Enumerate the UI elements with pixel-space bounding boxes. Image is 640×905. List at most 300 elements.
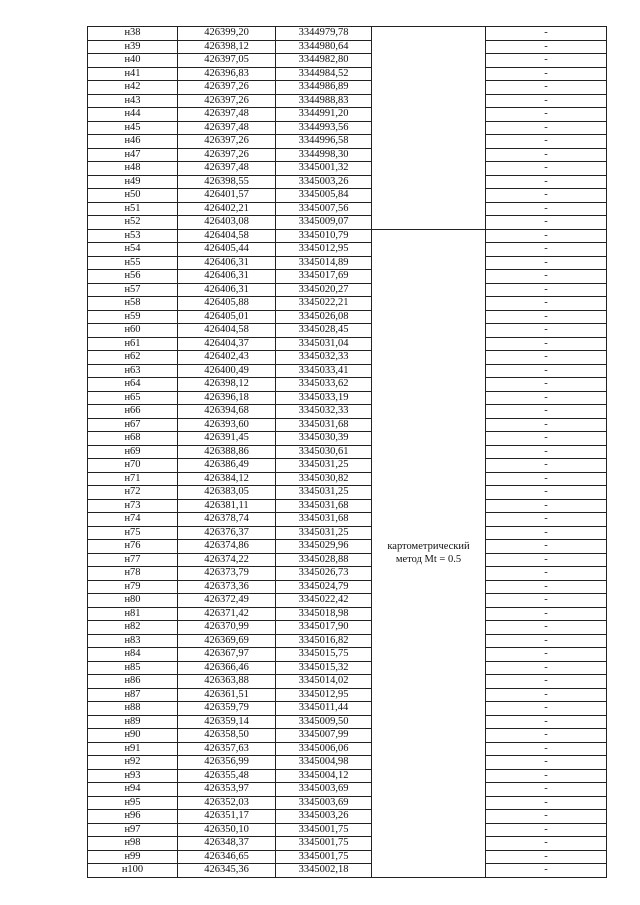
note-cell: - xyxy=(486,540,607,554)
table-row xyxy=(88,189,607,203)
y-coordinate-cell: 3345001,75 xyxy=(276,823,372,837)
table-row xyxy=(88,607,607,621)
table-row xyxy=(88,688,607,702)
y-coordinate-cell: 3345026,73 xyxy=(276,567,372,581)
x-coordinate-cell: 426405,44 xyxy=(178,243,276,257)
x-coordinate-cell: 426366,46 xyxy=(178,661,276,675)
table-row xyxy=(88,337,607,351)
x-coordinate-cell: 426398,55 xyxy=(178,175,276,189)
x-coordinate-cell: 426376,37 xyxy=(178,526,276,540)
table-row xyxy=(88,324,607,338)
table-row xyxy=(88,864,607,878)
point-id-cell: н88 xyxy=(88,702,178,716)
y-coordinate-cell: 3345031,25 xyxy=(276,459,372,473)
point-id-cell: н70 xyxy=(88,459,178,473)
point-id-cell: н58 xyxy=(88,297,178,311)
x-coordinate-cell: 426369,69 xyxy=(178,634,276,648)
table-row xyxy=(88,756,607,770)
note-cell: - xyxy=(486,850,607,864)
x-coordinate-cell: 426370,99 xyxy=(178,621,276,635)
x-coordinate-cell: 426383,05 xyxy=(178,486,276,500)
x-coordinate-cell: 426356,99 xyxy=(178,756,276,770)
y-coordinate-cell: 3345018,98 xyxy=(276,607,372,621)
note-cell: - xyxy=(486,580,607,594)
x-coordinate-cell: 426394,68 xyxy=(178,405,276,419)
note-cell: - xyxy=(486,229,607,243)
y-coordinate-cell: 3345030,61 xyxy=(276,445,372,459)
table-row xyxy=(88,297,607,311)
x-coordinate-cell: 426400,49 xyxy=(178,364,276,378)
point-id-cell: н42 xyxy=(88,81,178,95)
y-coordinate-cell: 3345014,02 xyxy=(276,675,372,689)
note-cell: - xyxy=(486,472,607,486)
table-row xyxy=(88,580,607,594)
table-row xyxy=(88,513,607,527)
table-row xyxy=(88,135,607,149)
note-cell: - xyxy=(486,391,607,405)
point-id-cell: н79 xyxy=(88,580,178,594)
y-coordinate-cell: 3345005,84 xyxy=(276,189,372,203)
point-id-cell: н61 xyxy=(88,337,178,351)
point-id-cell: н53 xyxy=(88,229,178,243)
y-coordinate-cell: 3345030,39 xyxy=(276,432,372,446)
point-id-cell: н89 xyxy=(88,715,178,729)
table-row xyxy=(88,445,607,459)
method-cell xyxy=(372,27,486,230)
x-coordinate-cell: 426397,48 xyxy=(178,121,276,135)
point-id-cell: н59 xyxy=(88,310,178,324)
note-cell: - xyxy=(486,243,607,257)
y-coordinate-cell: 3344991,20 xyxy=(276,108,372,122)
y-coordinate-cell: 3345028,88 xyxy=(276,553,372,567)
point-id-cell: н97 xyxy=(88,823,178,837)
note-cell: - xyxy=(486,864,607,878)
note-cell: - xyxy=(486,648,607,662)
point-id-cell: н48 xyxy=(88,162,178,176)
table-row xyxy=(88,108,607,122)
point-id-cell: н94 xyxy=(88,783,178,797)
table-row xyxy=(88,472,607,486)
table-row xyxy=(88,499,607,513)
note-cell: - xyxy=(486,783,607,797)
point-id-cell: н67 xyxy=(88,418,178,432)
y-coordinate-cell: 3345007,99 xyxy=(276,729,372,743)
table-row xyxy=(88,675,607,689)
x-coordinate-cell: 426357,63 xyxy=(178,742,276,756)
point-id-cell: н91 xyxy=(88,742,178,756)
y-coordinate-cell: 3345031,25 xyxy=(276,486,372,500)
coordinate-table-sheet xyxy=(87,26,607,878)
note-cell: - xyxy=(486,121,607,135)
y-coordinate-cell: 3345031,25 xyxy=(276,526,372,540)
note-cell: - xyxy=(486,135,607,149)
table-row xyxy=(88,810,607,824)
y-coordinate-cell: 3345012,95 xyxy=(276,688,372,702)
note-cell: - xyxy=(486,405,607,419)
point-id-cell: н52 xyxy=(88,216,178,230)
x-coordinate-cell: 426397,26 xyxy=(178,94,276,108)
x-coordinate-cell: 426372,49 xyxy=(178,594,276,608)
x-coordinate-cell: 426404,58 xyxy=(178,229,276,243)
point-id-cell: н84 xyxy=(88,648,178,662)
point-id-cell: н77 xyxy=(88,553,178,567)
point-id-cell: н76 xyxy=(88,540,178,554)
table-row xyxy=(88,202,607,216)
point-id-cell: н55 xyxy=(88,256,178,270)
x-coordinate-cell: 426367,97 xyxy=(178,648,276,662)
note-cell: - xyxy=(486,729,607,743)
table-row xyxy=(88,634,607,648)
x-coordinate-cell: 426406,31 xyxy=(178,283,276,297)
note-cell: - xyxy=(486,702,607,716)
table-row xyxy=(88,94,607,108)
table-row xyxy=(88,526,607,540)
point-id-cell: н46 xyxy=(88,135,178,149)
table-row xyxy=(88,283,607,297)
y-coordinate-cell: 3345012,95 xyxy=(276,243,372,257)
y-coordinate-cell: 3345007,56 xyxy=(276,202,372,216)
y-coordinate-cell: 3345031,04 xyxy=(276,337,372,351)
note-cell: - xyxy=(486,756,607,770)
y-coordinate-cell: 3345017,90 xyxy=(276,621,372,635)
method-label-line2: метод Mt = 0.5 xyxy=(395,554,462,565)
y-coordinate-cell: 3344996,58 xyxy=(276,135,372,149)
note-cell: - xyxy=(486,108,607,122)
point-id-cell: н62 xyxy=(88,351,178,365)
method-cell xyxy=(372,229,486,877)
y-coordinate-cell: 3345004,12 xyxy=(276,769,372,783)
point-id-cell: н71 xyxy=(88,472,178,486)
y-coordinate-cell: 3345017,69 xyxy=(276,270,372,284)
point-id-cell: н82 xyxy=(88,621,178,635)
note-cell: - xyxy=(486,769,607,783)
note-cell: - xyxy=(486,175,607,189)
note-cell: - xyxy=(486,742,607,756)
point-id-cell: н75 xyxy=(88,526,178,540)
x-coordinate-cell: 426358,50 xyxy=(178,729,276,743)
x-coordinate-cell: 426361,51 xyxy=(178,688,276,702)
table-row xyxy=(88,567,607,581)
y-coordinate-cell: 3345028,45 xyxy=(276,324,372,338)
x-coordinate-cell: 426391,45 xyxy=(178,432,276,446)
note-cell: - xyxy=(486,94,607,108)
y-coordinate-cell: 3345009,07 xyxy=(276,216,372,230)
x-coordinate-cell: 426378,74 xyxy=(178,513,276,527)
table-row xyxy=(88,121,607,135)
table-row xyxy=(88,378,607,392)
table-row xyxy=(88,702,607,716)
coordinate-table xyxy=(87,26,607,878)
table-row xyxy=(88,148,607,162)
x-coordinate-cell: 426406,31 xyxy=(178,270,276,284)
point-id-cell: н45 xyxy=(88,121,178,135)
y-coordinate-cell: 3345020,27 xyxy=(276,283,372,297)
y-coordinate-cell: 3344982,80 xyxy=(276,54,372,68)
x-coordinate-cell: 426355,48 xyxy=(178,769,276,783)
note-cell: - xyxy=(486,364,607,378)
point-id-cell: н51 xyxy=(88,202,178,216)
x-coordinate-cell: 426351,17 xyxy=(178,810,276,824)
note-cell: - xyxy=(486,418,607,432)
table-row xyxy=(88,40,607,54)
table-row xyxy=(88,418,607,432)
note-cell: - xyxy=(486,216,607,230)
table-row xyxy=(88,310,607,324)
point-id-cell: н49 xyxy=(88,175,178,189)
table-row xyxy=(88,27,607,41)
point-id-cell: н98 xyxy=(88,837,178,851)
y-coordinate-cell: 3345001,75 xyxy=(276,850,372,864)
table-row xyxy=(88,783,607,797)
y-coordinate-cell: 3345033,41 xyxy=(276,364,372,378)
note-cell: - xyxy=(486,148,607,162)
y-coordinate-cell: 3344988,83 xyxy=(276,94,372,108)
x-coordinate-cell: 426397,05 xyxy=(178,54,276,68)
x-coordinate-cell: 426404,37 xyxy=(178,337,276,351)
point-id-cell: н93 xyxy=(88,769,178,783)
note-cell: - xyxy=(486,54,607,68)
y-coordinate-cell: 3345026,08 xyxy=(276,310,372,324)
method-label-line1: картометрический xyxy=(387,541,470,552)
y-coordinate-cell: 3345024,79 xyxy=(276,580,372,594)
note-cell: - xyxy=(486,513,607,527)
point-id-cell: н50 xyxy=(88,189,178,203)
note-cell: - xyxy=(486,310,607,324)
x-coordinate-cell: 426397,48 xyxy=(178,108,276,122)
y-coordinate-cell: 3345003,26 xyxy=(276,175,372,189)
y-coordinate-cell: 3344984,52 xyxy=(276,67,372,81)
point-id-cell: н69 xyxy=(88,445,178,459)
x-coordinate-cell: 426348,37 xyxy=(178,837,276,851)
table-row xyxy=(88,256,607,270)
x-coordinate-cell: 426345,36 xyxy=(178,864,276,878)
point-id-cell: н68 xyxy=(88,432,178,446)
point-id-cell: н47 xyxy=(88,148,178,162)
point-id-cell: н66 xyxy=(88,405,178,419)
y-coordinate-cell: 3345004,98 xyxy=(276,756,372,770)
point-id-cell: н40 xyxy=(88,54,178,68)
note-cell: - xyxy=(486,499,607,513)
table-row xyxy=(88,661,607,675)
x-coordinate-cell: 426363,88 xyxy=(178,675,276,689)
x-coordinate-cell: 426388,86 xyxy=(178,445,276,459)
y-coordinate-cell: 3345022,42 xyxy=(276,594,372,608)
table-row xyxy=(88,540,607,554)
x-coordinate-cell: 426393,60 xyxy=(178,418,276,432)
x-coordinate-cell: 426406,31 xyxy=(178,256,276,270)
table-row xyxy=(88,553,607,567)
table-row xyxy=(88,216,607,230)
y-coordinate-cell: 3344986,89 xyxy=(276,81,372,95)
y-coordinate-cell: 3345011,44 xyxy=(276,702,372,716)
y-coordinate-cell: 3345015,75 xyxy=(276,648,372,662)
table-row xyxy=(88,432,607,446)
y-coordinate-cell: 3344993,56 xyxy=(276,121,372,135)
table-row xyxy=(88,229,607,243)
point-id-cell: н99 xyxy=(88,850,178,864)
point-id-cell: н90 xyxy=(88,729,178,743)
table-row xyxy=(88,594,607,608)
x-coordinate-cell: 426384,12 xyxy=(178,472,276,486)
y-coordinate-cell: 3345033,62 xyxy=(276,378,372,392)
y-coordinate-cell: 3345010,79 xyxy=(276,229,372,243)
point-id-cell: н72 xyxy=(88,486,178,500)
point-id-cell: н57 xyxy=(88,283,178,297)
note-cell: - xyxy=(486,202,607,216)
point-id-cell: н39 xyxy=(88,40,178,54)
point-id-cell: н38 xyxy=(88,27,178,41)
x-coordinate-cell: 426371,42 xyxy=(178,607,276,621)
point-id-cell: н74 xyxy=(88,513,178,527)
note-cell: - xyxy=(486,324,607,338)
y-coordinate-cell: 3345006,06 xyxy=(276,742,372,756)
y-coordinate-cell: 3345032,33 xyxy=(276,405,372,419)
y-coordinate-cell: 3345031,68 xyxy=(276,513,372,527)
y-coordinate-cell: 3345022,21 xyxy=(276,297,372,311)
y-coordinate-cell: 3345001,32 xyxy=(276,162,372,176)
note-cell: - xyxy=(486,486,607,500)
table-row xyxy=(88,742,607,756)
point-id-cell: н92 xyxy=(88,756,178,770)
note-cell: - xyxy=(486,162,607,176)
table-row xyxy=(88,351,607,365)
x-coordinate-cell: 426374,86 xyxy=(178,540,276,554)
note-cell: - xyxy=(486,297,607,311)
y-coordinate-cell: 3345003,26 xyxy=(276,810,372,824)
table-row xyxy=(88,270,607,284)
x-coordinate-cell: 426403,08 xyxy=(178,216,276,230)
table-row xyxy=(88,621,607,635)
x-coordinate-cell: 426386,49 xyxy=(178,459,276,473)
x-coordinate-cell: 426397,26 xyxy=(178,135,276,149)
note-cell: - xyxy=(486,634,607,648)
note-cell: - xyxy=(486,796,607,810)
note-cell: - xyxy=(486,459,607,473)
x-coordinate-cell: 426402,43 xyxy=(178,351,276,365)
note-cell: - xyxy=(486,189,607,203)
note-cell: - xyxy=(486,378,607,392)
x-coordinate-cell: 426401,57 xyxy=(178,189,276,203)
table-row xyxy=(88,243,607,257)
note-cell: - xyxy=(486,810,607,824)
y-coordinate-cell: 3345015,32 xyxy=(276,661,372,675)
note-cell: - xyxy=(486,526,607,540)
x-coordinate-cell: 426402,21 xyxy=(178,202,276,216)
table-row xyxy=(88,175,607,189)
note-cell: - xyxy=(486,256,607,270)
y-coordinate-cell: 3344998,30 xyxy=(276,148,372,162)
x-coordinate-cell: 426373,79 xyxy=(178,567,276,581)
table-row xyxy=(88,729,607,743)
point-id-cell: н78 xyxy=(88,567,178,581)
point-id-cell: н85 xyxy=(88,661,178,675)
point-id-cell: н56 xyxy=(88,270,178,284)
table-row xyxy=(88,486,607,500)
point-id-cell: н54 xyxy=(88,243,178,257)
x-coordinate-cell: 426396,83 xyxy=(178,67,276,81)
point-id-cell: н73 xyxy=(88,499,178,513)
y-coordinate-cell: 3345032,33 xyxy=(276,351,372,365)
x-coordinate-cell: 426399,20 xyxy=(178,27,276,41)
x-coordinate-cell: 426359,14 xyxy=(178,715,276,729)
note-cell: - xyxy=(486,607,607,621)
table-row xyxy=(88,405,607,419)
x-coordinate-cell: 426398,12 xyxy=(178,378,276,392)
table-row xyxy=(88,823,607,837)
x-coordinate-cell: 426398,12 xyxy=(178,40,276,54)
table-row xyxy=(88,81,607,95)
x-coordinate-cell: 426397,26 xyxy=(178,81,276,95)
y-coordinate-cell: 3345030,82 xyxy=(276,472,372,486)
table-row xyxy=(88,391,607,405)
point-id-cell: н41 xyxy=(88,67,178,81)
x-coordinate-cell: 426396,18 xyxy=(178,391,276,405)
table-row xyxy=(88,648,607,662)
note-cell: - xyxy=(486,67,607,81)
y-coordinate-cell: 3345031,68 xyxy=(276,499,372,513)
x-coordinate-cell: 426405,01 xyxy=(178,310,276,324)
y-coordinate-cell: 3345003,69 xyxy=(276,796,372,810)
point-id-cell: н43 xyxy=(88,94,178,108)
note-cell: - xyxy=(486,621,607,635)
note-cell: - xyxy=(486,27,607,41)
point-id-cell: н44 xyxy=(88,108,178,122)
note-cell: - xyxy=(486,688,607,702)
point-id-cell: н65 xyxy=(88,391,178,405)
x-coordinate-cell: 426350,10 xyxy=(178,823,276,837)
y-coordinate-cell: 3345014,89 xyxy=(276,256,372,270)
y-coordinate-cell: 3345002,18 xyxy=(276,864,372,878)
table-row xyxy=(88,850,607,864)
table-row xyxy=(88,162,607,176)
point-id-cell: н60 xyxy=(88,324,178,338)
note-cell: - xyxy=(486,445,607,459)
point-id-cell: н63 xyxy=(88,364,178,378)
table-row xyxy=(88,715,607,729)
coordinate-table-body xyxy=(88,27,607,878)
y-coordinate-cell: 3345033,19 xyxy=(276,391,372,405)
note-cell: - xyxy=(486,567,607,581)
x-coordinate-cell: 426353,97 xyxy=(178,783,276,797)
note-cell: - xyxy=(486,432,607,446)
x-coordinate-cell: 426346,65 xyxy=(178,850,276,864)
y-coordinate-cell: 3344979,78 xyxy=(276,27,372,41)
x-coordinate-cell: 426359,79 xyxy=(178,702,276,716)
note-cell: - xyxy=(486,823,607,837)
note-cell: - xyxy=(486,351,607,365)
x-coordinate-cell: 426405,88 xyxy=(178,297,276,311)
x-coordinate-cell: 426404,58 xyxy=(178,324,276,338)
x-coordinate-cell: 426397,48 xyxy=(178,162,276,176)
y-coordinate-cell: 3345001,75 xyxy=(276,837,372,851)
y-coordinate-cell: 3345031,68 xyxy=(276,418,372,432)
y-coordinate-cell: 3345016,82 xyxy=(276,634,372,648)
note-cell: - xyxy=(486,675,607,689)
note-cell: - xyxy=(486,837,607,851)
point-id-cell: н86 xyxy=(88,675,178,689)
note-cell: - xyxy=(486,81,607,95)
x-coordinate-cell: 426374,22 xyxy=(178,553,276,567)
point-id-cell: н95 xyxy=(88,796,178,810)
table-row xyxy=(88,796,607,810)
point-id-cell: н80 xyxy=(88,594,178,608)
note-cell: - xyxy=(486,283,607,297)
x-coordinate-cell: 426381,11 xyxy=(178,499,276,513)
table-row xyxy=(88,364,607,378)
table-row xyxy=(88,54,607,68)
point-id-cell: н64 xyxy=(88,378,178,392)
note-cell: - xyxy=(486,337,607,351)
